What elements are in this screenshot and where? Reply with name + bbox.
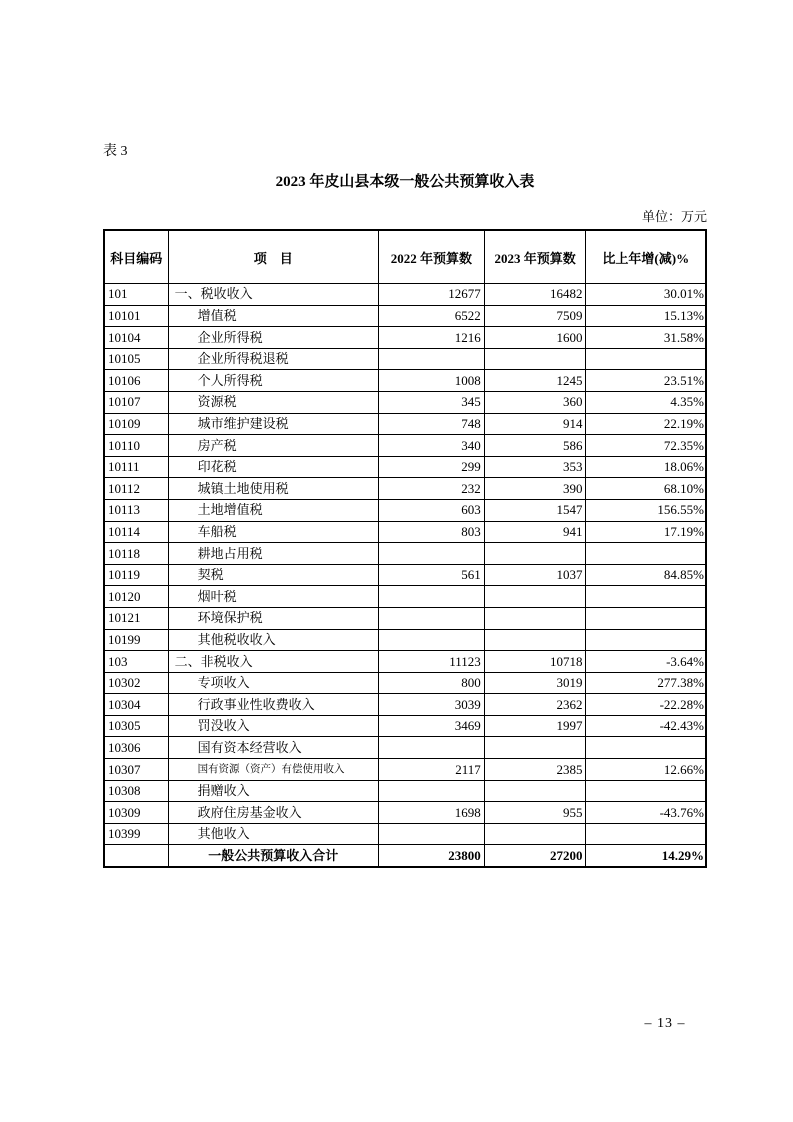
- change-cell: 14.29%: [586, 845, 706, 867]
- change-cell: 18.06%: [586, 456, 706, 478]
- value-2023-cell: 27200: [484, 845, 586, 867]
- col-header-change: 比上年增(减)%: [586, 230, 706, 284]
- code-cell: 10199: [104, 629, 168, 651]
- code-cell: 10110: [104, 435, 168, 457]
- code-cell: 10305: [104, 715, 168, 737]
- code-cell: 10308: [104, 780, 168, 802]
- table-row: [104, 759, 706, 781]
- item-cell: 一、税收收入: [168, 284, 378, 306]
- item-cell: 捐赠收入: [168, 780, 378, 802]
- code-cell: 10107: [104, 391, 168, 413]
- value-2022-cell: [379, 543, 485, 565]
- value-2023-cell: 1997: [484, 715, 586, 737]
- item-cell: 资源税: [168, 391, 378, 413]
- value-2022-cell: 3039: [379, 694, 485, 716]
- item-cell: 个人所得税: [168, 370, 378, 392]
- value-2022-cell: [379, 348, 485, 370]
- change-cell: -42.43%: [586, 715, 706, 737]
- value-2023-cell: 390: [484, 478, 586, 500]
- value-2023-cell: 955: [484, 802, 586, 824]
- col-header-item: 项 目: [168, 230, 378, 284]
- value-2022-cell: 6522: [379, 305, 485, 327]
- value-2022-cell: 561: [379, 564, 485, 586]
- code-cell: 10119: [104, 564, 168, 586]
- code-cell: 101: [104, 284, 168, 306]
- code-cell: 10307: [104, 759, 168, 781]
- code-cell: [104, 845, 168, 867]
- change-cell: [586, 780, 706, 802]
- table-row: [104, 391, 706, 413]
- item-cell: 房产税: [168, 435, 378, 457]
- value-2023-cell: 1245: [484, 370, 586, 392]
- value-2023-cell: 360: [484, 391, 586, 413]
- table-row: [104, 607, 706, 629]
- budget-table: [103, 229, 707, 868]
- item-cell: 国有资本经营收入: [168, 737, 378, 759]
- item-cell: 印花税: [168, 456, 378, 478]
- code-cell: 10399: [104, 823, 168, 845]
- table-row: [104, 672, 706, 694]
- item-cell: 土地增值税: [168, 499, 378, 521]
- value-2023-cell: 914: [484, 413, 586, 435]
- item-cell: 耕地占用税: [168, 543, 378, 565]
- value-2023-cell: 2385: [484, 759, 586, 781]
- col-header-2022: 2022 年预算数: [379, 230, 485, 284]
- value-2022-cell: 12677: [379, 284, 485, 306]
- table-row: [104, 780, 706, 802]
- value-2023-cell: 10718: [484, 651, 586, 673]
- table-row: [104, 348, 706, 370]
- table-row: [104, 478, 706, 500]
- change-cell: 277.38%: [586, 672, 706, 694]
- value-2023-cell: 3019: [484, 672, 586, 694]
- col-header-2023: 2023 年预算数: [484, 230, 586, 284]
- item-cell: 其他税收收入: [168, 629, 378, 651]
- value-2022-cell: 23800: [379, 845, 485, 867]
- value-2023-cell: 1600: [484, 327, 586, 349]
- table-row: [104, 499, 706, 521]
- code-cell: 10304: [104, 694, 168, 716]
- col-header-code: 科目编码: [104, 230, 168, 284]
- value-2023-cell: 7509: [484, 305, 586, 327]
- code-cell: 10309: [104, 802, 168, 824]
- table-row: [104, 456, 706, 478]
- code-cell: 10104: [104, 327, 168, 349]
- value-2023-cell: 2362: [484, 694, 586, 716]
- value-2022-cell: [379, 586, 485, 608]
- item-cell: 企业所得税: [168, 327, 378, 349]
- value-2023-cell: [484, 737, 586, 759]
- table-row: [104, 586, 706, 608]
- table-row: [104, 327, 706, 349]
- change-cell: 84.85%: [586, 564, 706, 586]
- table-label: 表 3: [103, 144, 128, 159]
- item-cell: 政府住房基金收入: [168, 802, 378, 824]
- value-2022-cell: 11123: [379, 651, 485, 673]
- item-cell: 增值税: [168, 305, 378, 327]
- item-cell: 烟叶税: [168, 586, 378, 608]
- value-2022-cell: 2117: [379, 759, 485, 781]
- code-cell: 10306: [104, 737, 168, 759]
- value-2023-cell: 1037: [484, 564, 586, 586]
- item-cell: 二、非税收入: [168, 651, 378, 673]
- item-cell: 国有资源（资产）有偿使用收入: [168, 759, 378, 781]
- item-cell: 罚没收入: [168, 715, 378, 737]
- change-cell: [586, 586, 706, 608]
- table-row: [104, 694, 706, 716]
- value-2023-cell: [484, 348, 586, 370]
- code-cell: 103: [104, 651, 168, 673]
- value-2022-cell: 340: [379, 435, 485, 457]
- total-label-cell: 一般公共预算收入合计: [168, 845, 378, 867]
- unit-label: 单位：万元: [641, 209, 707, 224]
- value-2023-cell: [484, 607, 586, 629]
- value-2022-cell: 603: [379, 499, 485, 521]
- change-cell: 12.66%: [586, 759, 706, 781]
- item-cell: 其他收入: [168, 823, 378, 845]
- table-row: [104, 521, 706, 543]
- code-cell: 10109: [104, 413, 168, 435]
- code-cell: 10114: [104, 521, 168, 543]
- item-cell: 环境保护税: [168, 607, 378, 629]
- change-cell: 156.55%: [586, 499, 706, 521]
- code-cell: 10121: [104, 607, 168, 629]
- code-cell: 10302: [104, 672, 168, 694]
- code-cell: 10101: [104, 305, 168, 327]
- value-2022-cell: [379, 737, 485, 759]
- item-cell: 专项收入: [168, 672, 378, 694]
- value-2022-cell: [379, 823, 485, 845]
- value-2023-cell: 1547: [484, 499, 586, 521]
- change-cell: [586, 629, 706, 651]
- value-2023-cell: [484, 823, 586, 845]
- value-2022-cell: 345: [379, 391, 485, 413]
- table-row: [104, 629, 706, 651]
- table-row: [104, 715, 706, 737]
- change-cell: 23.51%: [586, 370, 706, 392]
- table-row: [104, 370, 706, 392]
- value-2023-cell: 586: [484, 435, 586, 457]
- value-2022-cell: 232: [379, 478, 485, 500]
- change-cell: -43.76%: [586, 802, 706, 824]
- code-cell: 10113: [104, 499, 168, 521]
- value-2023-cell: [484, 629, 586, 651]
- item-cell: 企业所得税退税: [168, 348, 378, 370]
- value-2022-cell: 800: [379, 672, 485, 694]
- value-2023-cell: [484, 543, 586, 565]
- value-2022-cell: 748: [379, 413, 485, 435]
- table-row: [104, 823, 706, 845]
- change-cell: [586, 543, 706, 565]
- change-cell: 30.01%: [586, 284, 706, 306]
- change-cell: 31.58%: [586, 327, 706, 349]
- code-cell: 10111: [104, 456, 168, 478]
- total-row: [104, 845, 706, 867]
- change-cell: [586, 737, 706, 759]
- change-cell: 4.35%: [586, 391, 706, 413]
- value-2022-cell: 1698: [379, 802, 485, 824]
- code-cell: 10112: [104, 478, 168, 500]
- header-row: [104, 230, 706, 284]
- item-cell: 行政事业性收费收入: [168, 694, 378, 716]
- change-cell: [586, 607, 706, 629]
- page-title: 2023 年皮山县本级一般公共预算收入表: [275, 174, 535, 190]
- item-cell: 城市维护建设税: [168, 413, 378, 435]
- change-cell: 68.10%: [586, 478, 706, 500]
- value-2022-cell: [379, 629, 485, 651]
- value-2023-cell: 941: [484, 521, 586, 543]
- value-2023-cell: [484, 586, 586, 608]
- value-2022-cell: 3469: [379, 715, 485, 737]
- table-row: [104, 284, 706, 306]
- table-row: [104, 564, 706, 586]
- value-2022-cell: 803: [379, 521, 485, 543]
- item-cell: 城镇土地使用税: [168, 478, 378, 500]
- value-2022-cell: [379, 780, 485, 802]
- change-cell: -22.28%: [586, 694, 706, 716]
- value-2022-cell: 1008: [379, 370, 485, 392]
- table-row: [104, 651, 706, 673]
- code-cell: 10105: [104, 348, 168, 370]
- table-row: [104, 413, 706, 435]
- change-cell: [586, 348, 706, 370]
- item-cell: 契税: [168, 564, 378, 586]
- change-cell: [586, 823, 706, 845]
- change-cell: -3.64%: [586, 651, 706, 673]
- table-row: [104, 737, 706, 759]
- item-cell: 车船税: [168, 521, 378, 543]
- value-2023-cell: [484, 780, 586, 802]
- value-2023-cell: 16482: [484, 284, 586, 306]
- code-cell: 10120: [104, 586, 168, 608]
- table-row: [104, 802, 706, 824]
- value-2022-cell: [379, 607, 485, 629]
- table-row: [104, 435, 706, 457]
- change-cell: 22.19%: [586, 413, 706, 435]
- value-2022-cell: 299: [379, 456, 485, 478]
- change-cell: 15.13%: [586, 305, 706, 327]
- table-row: [104, 543, 706, 565]
- change-cell: 17.19%: [586, 521, 706, 543]
- table-row: [104, 305, 706, 327]
- page-content: [103, 143, 707, 868]
- value-2022-cell: 1216: [379, 327, 485, 349]
- change-cell: 72.35%: [586, 435, 706, 457]
- page-number: – 13 –: [644, 1016, 686, 1031]
- code-cell: 10118: [104, 543, 168, 565]
- value-2023-cell: 353: [484, 456, 586, 478]
- code-cell: 10106: [104, 370, 168, 392]
